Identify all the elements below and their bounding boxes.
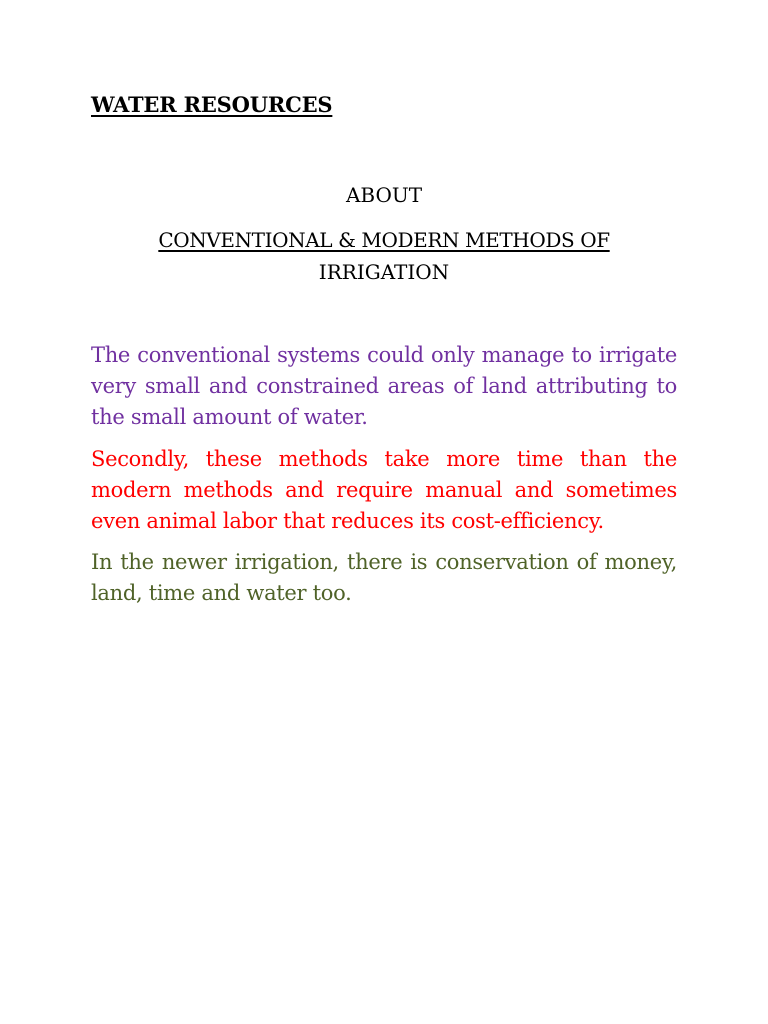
document-heading: WATER RESOURCES	[91, 92, 333, 117]
document-subtitle	[130, 224, 638, 288]
subtitle-line-1: CONVENTIONAL & MODERN METHODS OF	[158, 228, 610, 252]
paragraph-secondly: Secondly, these methods take more time than the modern methods and require manual and sometimes even animal labor that reduces its cost-efficiency.	[91, 447, 677, 533]
about-label: ABOUT	[345, 183, 423, 207]
paragraph-conventional-systems: The conventional systems could only manage to irrigate very small and constrained areas of land attributing to the small amount of water.	[91, 343, 677, 429]
subtitle-line-2: IRRIGATION	[318, 260, 450, 284]
paragraph-newer-irrigation: In the newer irrigation, there is conservation of money, land, time and water too.	[91, 550, 677, 605]
